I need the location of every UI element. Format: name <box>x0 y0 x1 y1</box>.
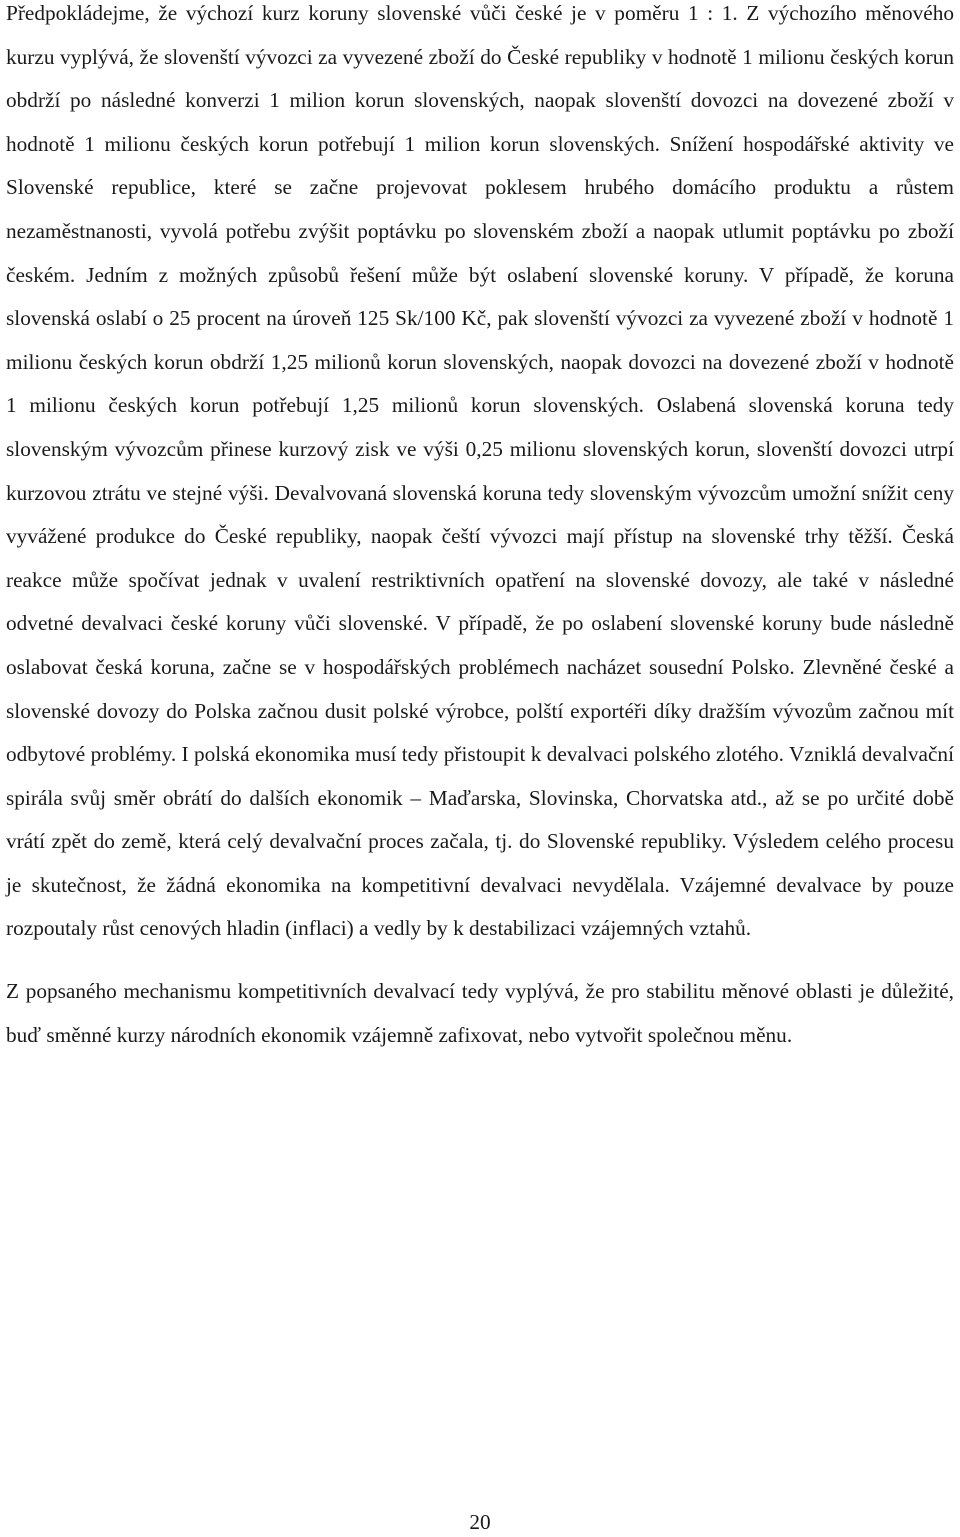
page-number: 20 <box>469 1510 491 1534</box>
paragraph-conclusion: Z popsaného mechanismu kompetitivních devalvací tedy vyplývá, že pro stabilitu měnové oblasti je důležité, buď směnné kurzy národních ekonomik vzájemně zafixovat, nebo vytvořit společnou měnu. <box>6 979 954 1047</box>
document-page <box>6 0 954 1057</box>
paragraph-devaluation-example: Předpokládejme, že výchozí kurz koruny slovenské vůči české je v poměru 1 : 1. Z výchozího měnového kurzu vyplývá, že slovenští vývozci za vyvezené zboží do České republiky v hodnotě 1 milionu českých korun obdrží po následné konverzi 1 milion korun slovenských, naopak slovenští dovozci na dovezené zboží v hodnotě 1 milionu českých korun potřebují 1 milion korun slovenských. Snížení hospodářské aktivity ve Slovenské republice, které se začne projevovat poklesem hrubého domácího produktu a růstem nezaměstnanosti, vyvolá potřebu zvýšit poptávku po slovenském zboží a naopak utlumit poptávku po zboží českém. Jedním z možných způsobů řešení může být oslabení slovenské koruny. V případě, že koruna slovenská oslabí o 25 procent na úroveň 125 Sk/100 Kč, pak slovenští vývozci za vyvezené zboží v hodnotě 1 milionu českých korun obdrží 1,25 milionů korun slovenských, naopak dovozci na dovezené zboží v hodnotě 1 milionu českých korun potřebují 1,25 milionů korun slovenských. Oslabená slovenská koruna tedy slovenským vývozcům přinese kurzový zisk ve výši 0,25 milionu slovenských korun, slovenští dovozci utrpí kurzovou ztrátu ve stejné výši. Devalvovaná slovenská koruna tedy slovenským vývozcům umožní snížit ceny vyvážené produkce do České republiky, naopak čeští vývozci mají přístup na slovenské trhy těžší. Česká reakce může spočívat jednak v uvalení restriktivních opatření na slovenské dovozy, ale také v následné odvetné devalvaci české koruny vůči slovenské. V případě, že po oslabení slovenské koruny bude následně oslabovat česká koruna, začne se v hospodářských problémech nacházet sousední Polsko. Zlevněné české a slovenské dovozy do Polska začnou dusit polské výrobce, polští exportéři díky dražším vývozům začnou mít odbytové problémy. I polská ekonomika musí tedy přistoupit k devalvaci polského zlotého. Vzniklá devalvační spirála svůj směr obrátí do dalších ekonomik – Maďarska, Slovinska, Chorvatska atd., až se po určité době vrátí zpět do země, která celý devalvační proces začala, tj. do Slovenské republiky. Výsledem celého procesu je skutečnost, že žádná ekonomika na kompetitivní devalvaci nevydělala. Vzájemné devalvace by pouze rozpoutaly růst cenových hladin (inflaci) a vedly by k destabilizaci vzájemných vztahů. <box>6 1 954 941</box>
